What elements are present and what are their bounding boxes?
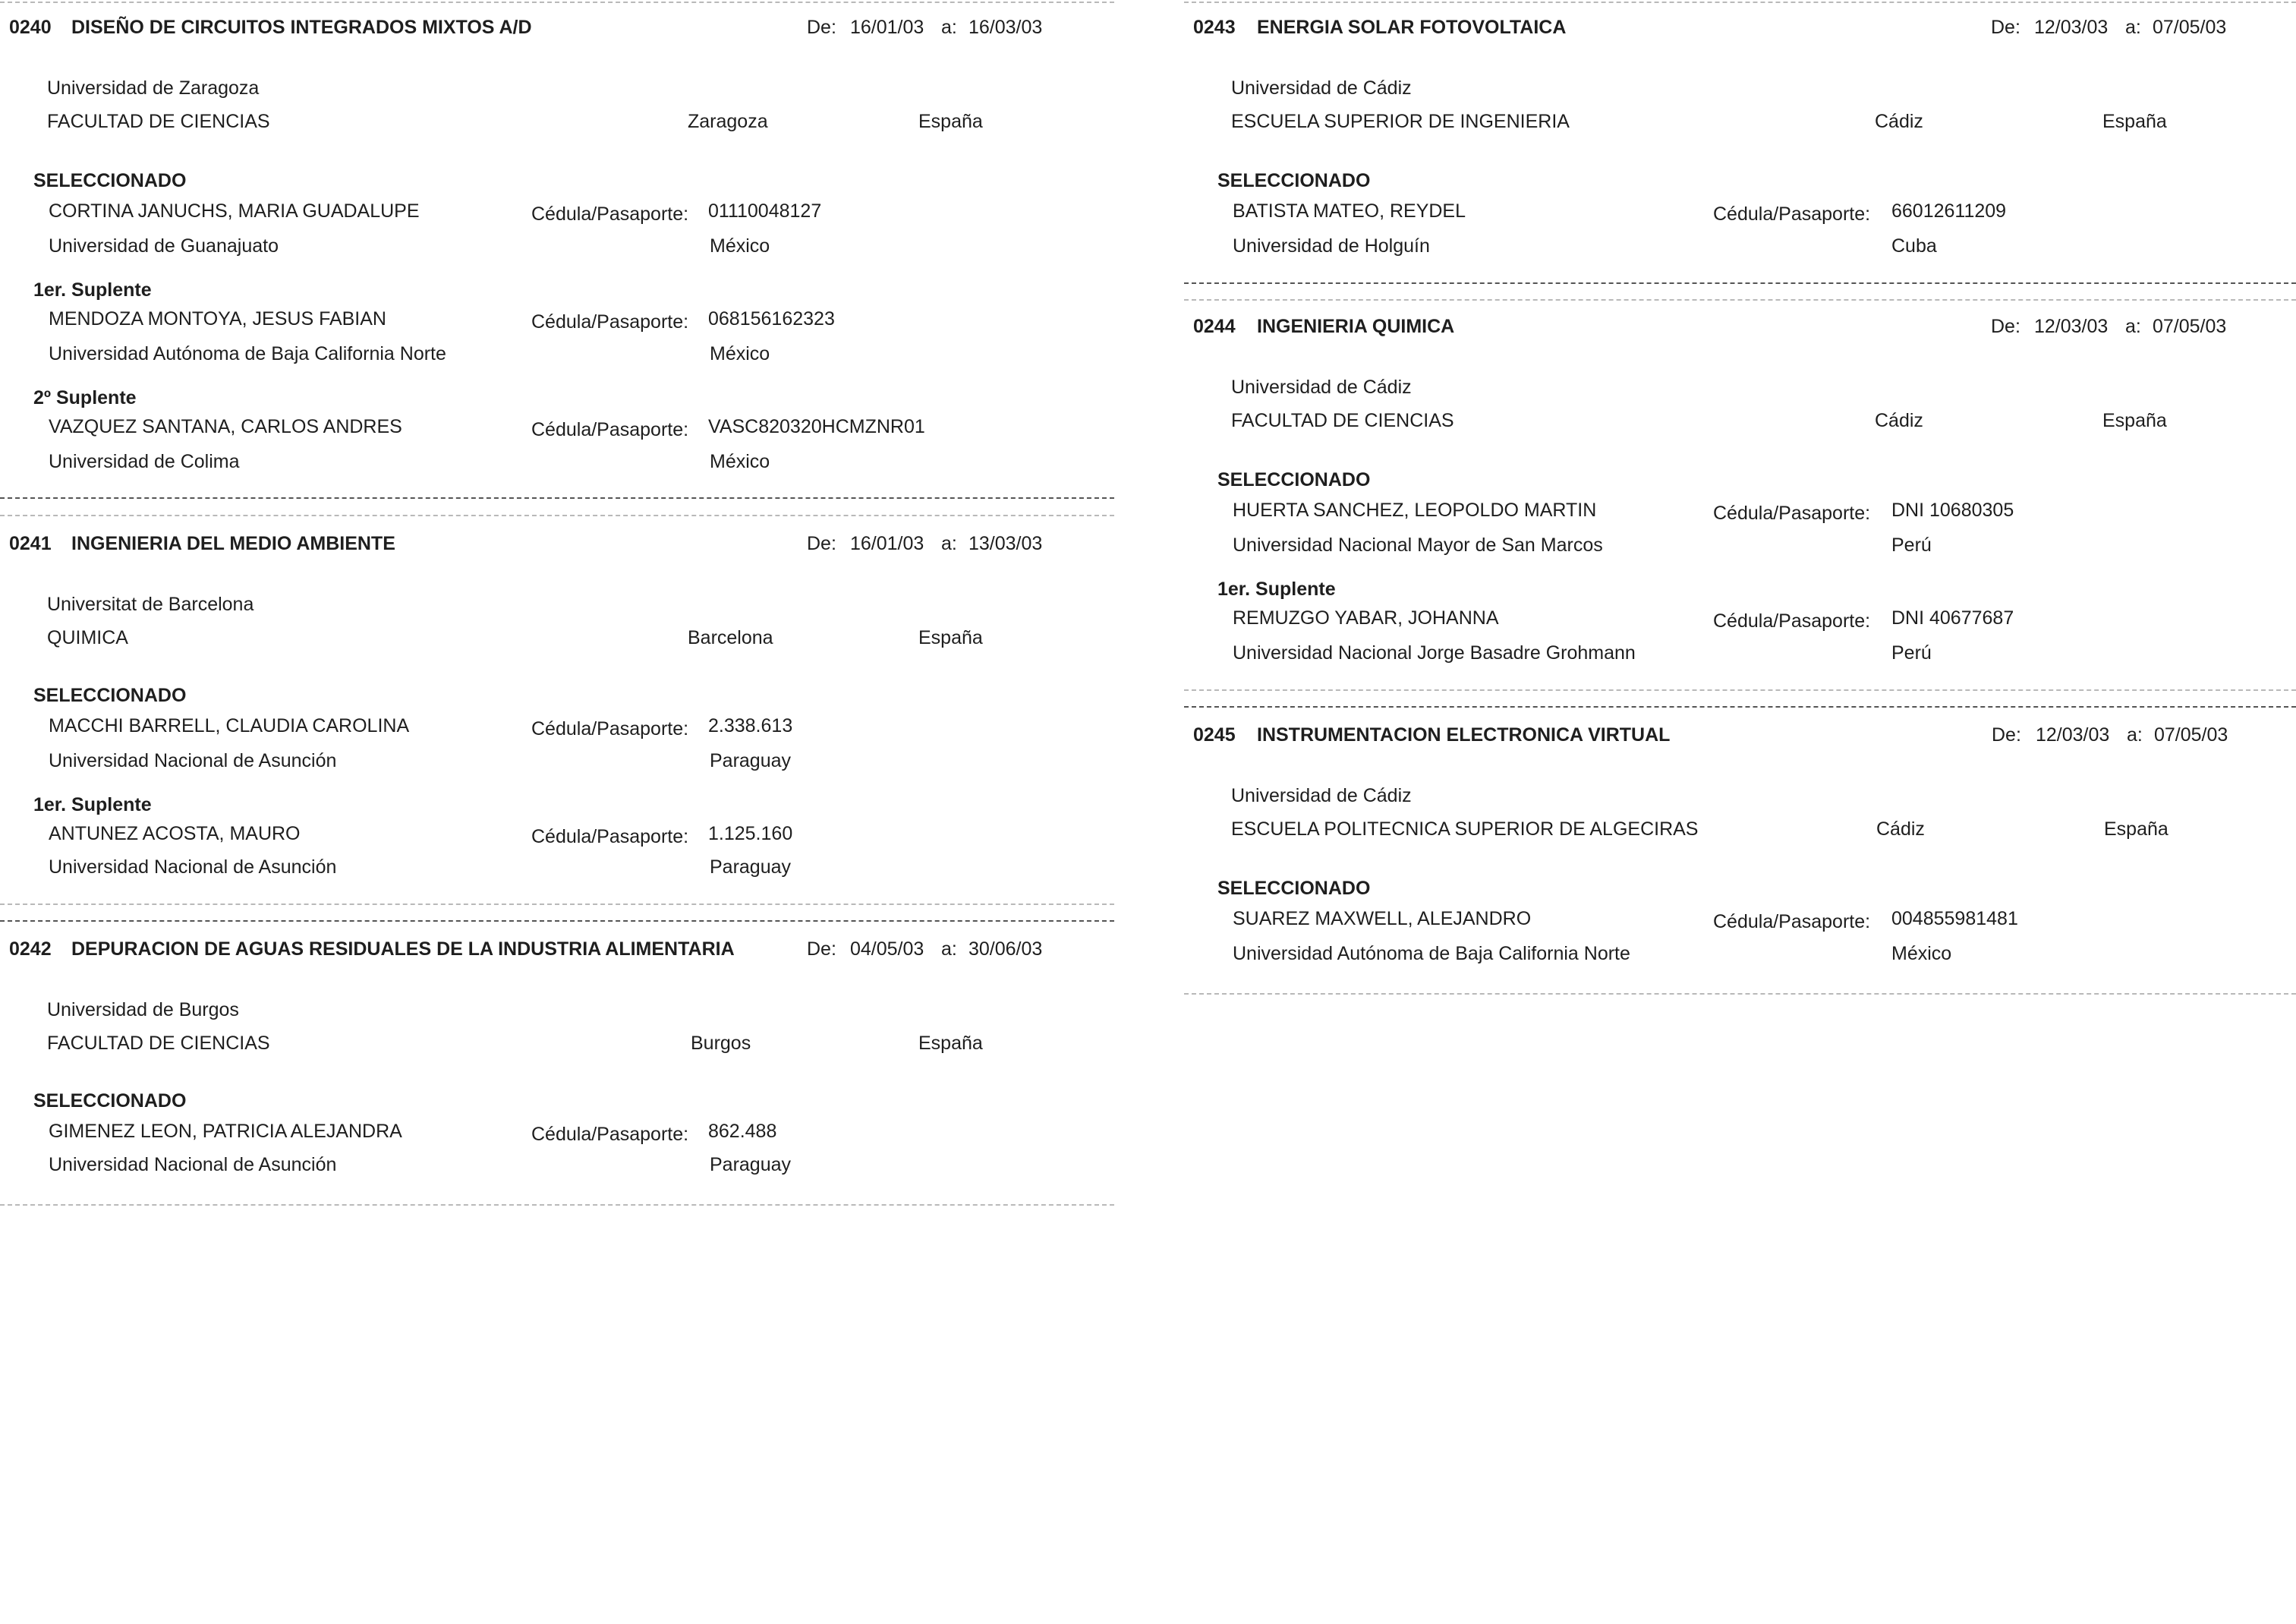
- person-university: Universidad Autónoma de Baja California Norte: [49, 343, 446, 364]
- role-label: [0, 387, 1114, 418]
- end-date-label: a:: [2125, 316, 2141, 337]
- host-university: Universidad de Burgos: [47, 999, 239, 1020]
- person-name: VAZQUEZ SANTANA, CARLOS ANDRES: [49, 416, 402, 437]
- role-selected: SELECCIONADO: [33, 685, 187, 706]
- host-faculty-row: [1184, 818, 2296, 849]
- role-label: [1184, 170, 2296, 200]
- dashed-separator: [0, 515, 1114, 516]
- program-header: [0, 938, 1114, 969]
- host-faculty: QUIMICA: [47, 627, 128, 648]
- role-second-substitute: 2º Suplente: [33, 387, 137, 408]
- person-name: GIMENEZ LEON, PATRICIA ALEJANDRA: [49, 1121, 402, 1142]
- cedula-label: Cédula/Pasaporte:: [531, 1124, 689, 1145]
- host-city: Barcelona: [688, 627, 773, 648]
- person-university-row: [1184, 642, 2296, 673]
- dashed-separator: [1184, 282, 2296, 284]
- host-faculty-row: [1184, 111, 2296, 141]
- host-city: Zaragoza: [688, 111, 768, 132]
- host-country: España: [2102, 111, 2167, 132]
- host-university: Universidad de Cádiz: [1231, 377, 1412, 398]
- cedula-label: Cédula/Pasaporte:: [531, 826, 689, 847]
- person-country: Perú: [1891, 642, 1932, 664]
- person-name: MACCHI BARRELL, CLAUDIA CAROLINA: [49, 715, 410, 736]
- host-country: España: [918, 1033, 983, 1054]
- role-label: [0, 279, 1114, 310]
- start-date: 12/03/03: [2034, 17, 2109, 38]
- host-faculty: FACULTAD DE CIENCIAS: [1231, 410, 1454, 431]
- program-code: 0240: [9, 17, 52, 38]
- person-row: [0, 715, 1114, 746]
- person-university-row: [1184, 943, 2296, 973]
- role-label: [1184, 469, 2296, 500]
- person-row: [0, 200, 1114, 231]
- program-header: [1184, 316, 2296, 346]
- host-city: Burgos: [691, 1033, 751, 1054]
- host-faculty: FACULTAD DE CIENCIAS: [47, 111, 270, 132]
- role-first-substitute: 1er. Suplente: [33, 279, 152, 301]
- dashed-separator: [1184, 706, 2296, 708]
- person-university-row: [0, 750, 1114, 780]
- person-name: CORTINA JANUCHS, MARIA GUADALUPE: [49, 200, 420, 222]
- dashed-separator: [0, 497, 1114, 499]
- program-title: ENERGIA SOLAR FOTOVOLTAICA: [1257, 17, 1567, 38]
- role-label: [0, 794, 1114, 825]
- person-university-row: [0, 1154, 1114, 1184]
- dashed-separator: [1184, 299, 2296, 301]
- person-university: Universidad Nacional de Asunción: [49, 750, 337, 771]
- cedula-value: DNI 40677687: [1891, 607, 2014, 629]
- role-selected: SELECCIONADO: [33, 1090, 187, 1112]
- person-university-row: [0, 235, 1114, 266]
- person-university-row: [1184, 535, 2296, 565]
- person-university-row: [0, 451, 1114, 481]
- host-country: España: [918, 111, 983, 132]
- host-country: España: [2102, 410, 2167, 431]
- program-title: INGENIERIA DEL MEDIO AMBIENTE: [71, 533, 395, 554]
- dashed-separator: [1184, 689, 2296, 691]
- cedula-value: 068156162323: [708, 308, 835, 330]
- program-header: [1184, 17, 2296, 47]
- person-country: México: [1891, 943, 1952, 964]
- person-row: [1184, 908, 2296, 938]
- host-city: Cádiz: [1875, 410, 1923, 431]
- person-row: [1184, 200, 2296, 231]
- person-row: [1184, 500, 2296, 530]
- end-date: 07/05/03: [2154, 724, 2228, 746]
- dashed-separator: [0, 903, 1114, 905]
- program-title: DISEÑO DE CIRCUITOS INTEGRADOS MIXTOS A/D: [71, 17, 532, 38]
- cedula-value: 2.338.613: [708, 715, 793, 736]
- host-faculty-row: [0, 627, 1114, 657]
- cedula-value: DNI 10680305: [1891, 500, 2014, 521]
- dashed-separator: [1184, 2, 2296, 3]
- dashed-separator: [0, 920, 1114, 922]
- start-date-label: De:: [1992, 724, 2021, 746]
- cedula-value: 01110048127: [708, 200, 822, 222]
- person-name: SUAREZ MAXWELL, ALEJANDRO: [1233, 908, 1532, 929]
- person-country: México: [710, 451, 770, 472]
- cedula-label: Cédula/Pasaporte:: [531, 718, 689, 739]
- program-header: [1184, 724, 2296, 755]
- person-country: México: [710, 235, 770, 257]
- end-date-label: a:: [941, 938, 957, 960]
- person-university-row: [1184, 235, 2296, 266]
- start-date: 12/03/03: [2034, 316, 2109, 337]
- role-label: [1184, 579, 2296, 609]
- program-code: 0244: [1193, 316, 1236, 337]
- person-university: Universidad Nacional de Asunción: [49, 1154, 337, 1175]
- person-university: Universidad Nacional Jorge Basadre Grohmann: [1233, 642, 1636, 664]
- host-faculty: ESCUELA POLITECNICA SUPERIOR DE ALGECIRAS: [1231, 818, 1699, 840]
- cedula-value: 862.488: [708, 1121, 777, 1142]
- dashed-separator: [1184, 993, 2296, 995]
- host-university-row: [0, 999, 1114, 1030]
- start-date: 16/01/03: [850, 533, 924, 554]
- role-first-substitute: 1er. Suplente: [1217, 579, 1336, 600]
- host-country: España: [918, 627, 983, 648]
- host-university: Universidad de Cádiz: [1231, 77, 1412, 99]
- host-faculty-row: [0, 111, 1114, 141]
- start-date: 16/01/03: [850, 17, 924, 38]
- host-city: Cádiz: [1876, 818, 1925, 840]
- person-university: Universidad Autónoma de Baja California Norte: [1233, 943, 1630, 964]
- start-date-label: De:: [807, 938, 836, 960]
- end-date: 30/06/03: [968, 938, 1043, 960]
- host-faculty-row: [0, 1033, 1114, 1063]
- start-date: 12/03/03: [2036, 724, 2110, 746]
- end-date-label: a:: [941, 533, 957, 554]
- host-faculty: FACULTAD DE CIENCIAS: [47, 1033, 270, 1054]
- person-university: Universidad Nacional Mayor de San Marcos: [1233, 535, 1603, 556]
- end-date-label: a:: [2127, 724, 2143, 746]
- person-name: REMUZGO YABAR, JOHANNA: [1233, 607, 1499, 629]
- program-code: 0241: [9, 533, 52, 554]
- role-selected: SELECCIONADO: [1217, 469, 1371, 490]
- program-title: INGENIERIA QUIMICA: [1257, 316, 1455, 337]
- person-row: [0, 823, 1114, 853]
- person-university: Universidad de Colima: [49, 451, 240, 472]
- host-country: España: [2104, 818, 2168, 840]
- cedula-value: VASC820320HCMZNR01: [708, 416, 925, 437]
- host-university-row: [0, 594, 1114, 624]
- cedula-label: Cédula/Pasaporte:: [1713, 911, 1871, 932]
- cedula-value: 004855981481: [1891, 908, 2018, 929]
- role-label: [0, 685, 1114, 715]
- person-name: MENDOZA MONTOYA, JESUS FABIAN: [49, 308, 386, 330]
- start-date-label: De:: [1991, 316, 2020, 337]
- program-code: 0243: [1193, 17, 1236, 38]
- person-row: [1184, 607, 2296, 638]
- role-label: [0, 1090, 1114, 1121]
- host-university-row: [1184, 785, 2296, 815]
- program-header: [0, 533, 1114, 563]
- cedula-label: Cédula/Pasaporte:: [531, 419, 689, 440]
- end-date: 13/03/03: [968, 533, 1043, 554]
- host-university: Universidad de Cádiz: [1231, 785, 1412, 806]
- person-country: Cuba: [1891, 235, 1937, 257]
- host-faculty: ESCUELA SUPERIOR DE INGENIERIA: [1231, 111, 1570, 132]
- cedula-label: Cédula/Pasaporte:: [1713, 610, 1871, 632]
- person-university-row: [0, 343, 1114, 374]
- person-country: México: [710, 343, 770, 364]
- role-first-substitute: 1er. Suplente: [33, 794, 152, 815]
- person-name: ANTUNEZ ACOSTA, MAURO: [49, 823, 301, 844]
- person-country: Perú: [1891, 535, 1932, 556]
- end-date: 07/05/03: [2153, 17, 2227, 38]
- person-name: HUERTA SANCHEZ, LEOPOLDO MARTIN: [1233, 500, 1597, 521]
- program-code: 0245: [1193, 724, 1236, 746]
- host-university: Universidad de Zaragoza: [47, 77, 260, 99]
- host-university-row: [1184, 377, 2296, 407]
- role-selected: SELECCIONADO: [1217, 878, 1371, 899]
- program-code: 0242: [9, 938, 52, 960]
- person-university: Universidad Nacional de Asunción: [49, 856, 337, 878]
- start-date-label: De:: [807, 533, 836, 554]
- start-date-label: De:: [1991, 17, 2020, 38]
- cedula-label: Cédula/Pasaporte:: [531, 311, 689, 333]
- person-row: [0, 1121, 1114, 1151]
- host-university-row: [0, 77, 1114, 108]
- end-date: 16/03/03: [968, 17, 1043, 38]
- program-title: INSTRUMENTACION ELECTRONICA VIRTUAL: [1257, 724, 1671, 746]
- cedula-value: 66012611209: [1891, 200, 2007, 222]
- person-country: Paraguay: [710, 1154, 792, 1175]
- person-university: Universidad de Holguín: [1233, 235, 1430, 257]
- person-country: Paraguay: [710, 750, 792, 771]
- person-row: [0, 416, 1114, 446]
- host-city: Cádiz: [1875, 111, 1923, 132]
- end-date: 07/05/03: [2153, 316, 2227, 337]
- end-date-label: a:: [941, 17, 957, 38]
- person-row: [0, 308, 1114, 339]
- start-date-label: De:: [807, 17, 836, 38]
- role-selected: SELECCIONADO: [33, 170, 187, 191]
- cedula-value: 1.125.160: [708, 823, 793, 844]
- program-title: DEPURACION DE AGUAS RESIDUALES DE LA INDUSTRIA ALIMENTARIA: [71, 938, 735, 960]
- person-university: Universidad de Guanajuato: [49, 235, 279, 257]
- cedula-label: Cédula/Pasaporte:: [1713, 203, 1871, 225]
- host-university: Universitat de Barcelona: [47, 594, 254, 615]
- cedula-label: Cédula/Pasaporte:: [1713, 503, 1871, 524]
- role-label: [0, 170, 1114, 200]
- host-faculty-row: [1184, 410, 2296, 440]
- person-country: Paraguay: [710, 856, 792, 878]
- host-university-row: [1184, 77, 2296, 108]
- start-date: 04/05/03: [850, 938, 924, 960]
- person-name: BATISTA MATEO, REYDEL: [1233, 200, 1466, 222]
- program-header: [0, 17, 1114, 47]
- dashed-separator: [0, 1204, 1114, 1206]
- cedula-label: Cédula/Pasaporte:: [531, 203, 689, 225]
- role-label: [1184, 878, 2296, 908]
- person-university-row: [0, 856, 1114, 887]
- role-selected: SELECCIONADO: [1217, 170, 1371, 191]
- end-date-label: a:: [2125, 17, 2141, 38]
- dashed-separator: [0, 2, 1114, 3]
